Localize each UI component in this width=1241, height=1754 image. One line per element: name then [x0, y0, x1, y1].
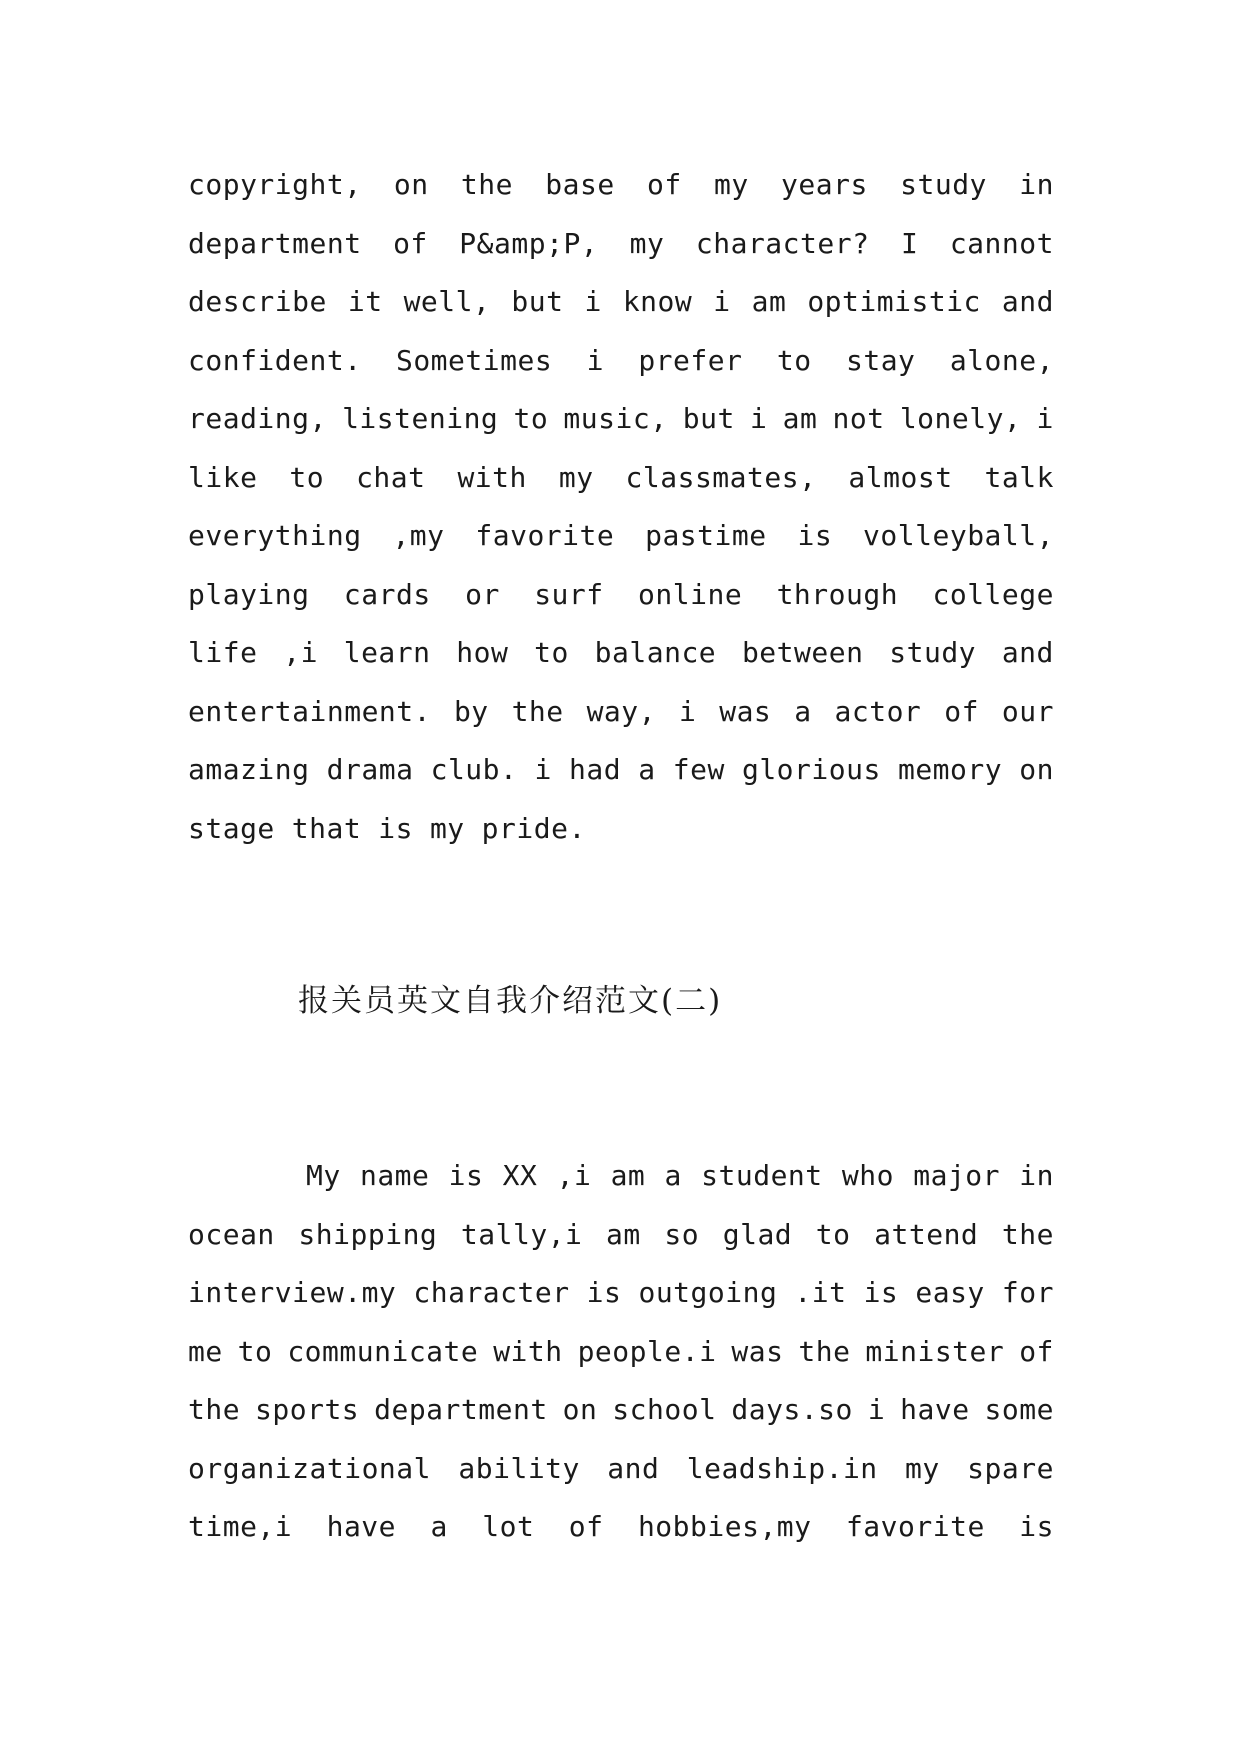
word: study	[889, 636, 977, 669]
word: in	[1019, 168, 1054, 201]
text-line	[188, 449, 1054, 508]
word: a	[794, 694, 812, 728]
text-line	[188, 624, 1054, 683]
word: glad	[722, 1217, 793, 1251]
text-line	[188, 1206, 1054, 1265]
word: i	[584, 285, 602, 318]
word: playing	[188, 577, 310, 611]
text-line	[188, 566, 1054, 625]
word: actor	[834, 694, 922, 728]
word: my	[714, 168, 749, 201]
word: so	[664, 1217, 700, 1251]
word: club.	[430, 753, 518, 786]
text-line	[188, 390, 1054, 449]
word: classmates,	[625, 460, 817, 494]
word: student	[701, 1159, 823, 1192]
word: ,my	[392, 519, 445, 552]
word: balance	[594, 636, 717, 669]
word: and	[607, 1451, 660, 1485]
word: P&amp;P,	[459, 226, 599, 260]
word: people.i	[577, 1334, 717, 1368]
word: pastime	[645, 519, 767, 552]
word: to	[534, 636, 569, 669]
word: the	[511, 694, 564, 728]
word: is	[378, 811, 413, 845]
word: department	[374, 1393, 548, 1426]
word: ocean	[188, 1217, 275, 1251]
word: have	[326, 1510, 397, 1543]
text-line	[188, 800, 1054, 859]
word: the	[460, 168, 513, 201]
word: am	[610, 1159, 646, 1192]
word: XX	[502, 1159, 538, 1192]
word: know	[622, 285, 693, 318]
word: the	[1001, 1217, 1054, 1251]
word: am	[782, 402, 818, 435]
text-line	[188, 1147, 1054, 1206]
text-line	[188, 741, 1054, 800]
word: i	[750, 402, 768, 435]
word: talk	[984, 460, 1054, 494]
word: surf	[534, 577, 604, 611]
word: on	[393, 168, 429, 201]
word: on	[562, 1393, 598, 1426]
word: to	[289, 460, 325, 494]
word: cannot	[949, 226, 1054, 260]
word: was	[719, 694, 772, 728]
word: ability	[458, 1451, 580, 1485]
word: life	[188, 636, 258, 669]
word: a	[430, 1510, 448, 1543]
word: and	[1001, 636, 1054, 669]
word: or	[465, 577, 500, 611]
word: entertainment.	[188, 694, 432, 728]
word: lonely,	[899, 402, 1022, 435]
word: the	[798, 1334, 851, 1368]
text-line	[188, 332, 1054, 391]
word: in	[1019, 1159, 1054, 1192]
word: .it	[794, 1276, 847, 1309]
text-line	[188, 683, 1054, 742]
word: drama	[326, 753, 414, 786]
word: prefer	[638, 343, 743, 377]
word: me	[188, 1334, 223, 1368]
word: ,i	[283, 636, 318, 669]
word: amazing	[188, 753, 310, 786]
word: character?	[695, 226, 870, 260]
word: reading,	[188, 402, 327, 435]
word: with	[493, 1334, 563, 1368]
word: years	[781, 168, 868, 201]
text-line	[188, 507, 1054, 566]
word: character	[413, 1276, 570, 1309]
word: am	[606, 1217, 641, 1251]
word: between	[741, 636, 864, 669]
word: base	[545, 168, 615, 201]
word: a	[638, 753, 656, 786]
word: is	[586, 1276, 622, 1309]
text-line	[188, 1498, 1054, 1557]
word: a	[664, 1159, 682, 1192]
word: is	[1019, 1510, 1054, 1543]
word: like	[188, 460, 258, 494]
word: tally,i	[460, 1217, 583, 1251]
text-line	[188, 215, 1054, 274]
word: school	[612, 1393, 717, 1426]
word: my	[905, 1451, 940, 1485]
word: listening	[342, 402, 499, 435]
word: music,	[563, 402, 668, 435]
word: to	[513, 402, 549, 435]
word: to	[815, 1217, 851, 1251]
word: study	[900, 168, 987, 201]
word: attend	[874, 1217, 979, 1251]
word: to	[237, 1334, 273, 1368]
word: am	[751, 285, 787, 318]
word: interview.my	[188, 1276, 397, 1309]
word: of	[568, 1510, 604, 1543]
word: hobbies,my	[637, 1510, 812, 1543]
word: with	[457, 460, 527, 494]
word: ,i	[556, 1159, 592, 1192]
word: how	[456, 636, 509, 669]
word: shipping	[298, 1217, 438, 1251]
word: almost	[848, 460, 953, 494]
word: through	[776, 577, 899, 611]
word: was	[731, 1334, 784, 1368]
word: few	[672, 753, 725, 786]
word: chat	[356, 460, 426, 494]
word: everything	[188, 519, 362, 552]
word: Sometimes	[395, 343, 553, 377]
word: i	[678, 694, 697, 728]
word: pride.	[481, 811, 586, 845]
word: i	[534, 753, 552, 786]
word: name	[359, 1159, 430, 1192]
word: my	[429, 811, 465, 845]
word: alone,	[949, 343, 1054, 377]
word: but	[682, 402, 735, 435]
text-line	[188, 156, 1054, 215]
word: of	[944, 694, 979, 728]
text-line	[188, 1381, 1054, 1440]
word: favorite	[475, 519, 615, 552]
word: on	[1019, 753, 1054, 786]
word: have	[900, 1393, 970, 1426]
word: My	[306, 1159, 341, 1192]
word: memory	[897, 753, 1003, 786]
word: i	[713, 285, 731, 318]
text-line	[188, 1264, 1054, 1323]
word: describe	[188, 285, 327, 318]
word: had	[569, 753, 622, 786]
word: learn	[343, 636, 431, 669]
word: i	[1036, 402, 1054, 435]
text-line	[188, 273, 1054, 332]
word: communicate	[287, 1334, 479, 1368]
word: i	[867, 1393, 886, 1426]
word: and	[1001, 285, 1054, 318]
word: organizational	[188, 1451, 432, 1485]
word: confident.	[188, 343, 362, 377]
word: i	[586, 343, 604, 377]
word: spare	[967, 1451, 1054, 1485]
word: I	[900, 226, 919, 260]
word: but	[511, 285, 564, 318]
word: copyright,	[188, 168, 362, 201]
word: our	[1001, 694, 1054, 728]
word: sports	[255, 1393, 360, 1426]
word: to	[776, 343, 812, 377]
paragraph-1	[188, 156, 1054, 858]
word: well,	[403, 285, 491, 318]
text-line	[188, 1440, 1054, 1499]
word: easy	[915, 1276, 985, 1309]
paragraph-2	[188, 1147, 1054, 1557]
word: college	[932, 577, 1054, 611]
section-heading: 报关员英文自我介绍范文(二)	[298, 983, 723, 1019]
word: outgoing	[638, 1276, 778, 1309]
word: for	[1001, 1276, 1054, 1309]
word: leadship.in	[686, 1451, 878, 1485]
word: time,i	[188, 1510, 293, 1543]
word: of	[393, 226, 428, 260]
text-line	[188, 1323, 1054, 1382]
word: lot	[482, 1510, 535, 1543]
word: way,	[586, 694, 657, 728]
word: stay	[845, 343, 916, 377]
word: favorite	[845, 1510, 985, 1543]
word: of	[1019, 1334, 1054, 1368]
word: some	[984, 1393, 1054, 1426]
word: is	[797, 519, 833, 552]
word: by	[453, 694, 489, 728]
word: days.so	[731, 1393, 853, 1426]
word: is	[863, 1276, 899, 1309]
word: my	[629, 226, 665, 260]
word: volleyball,	[863, 519, 1054, 552]
word: the	[188, 1393, 241, 1426]
word: that	[291, 811, 362, 845]
word: is	[448, 1159, 484, 1192]
word: who	[841, 1159, 894, 1192]
word: optimistic	[807, 285, 981, 318]
word: cards	[343, 577, 431, 611]
word: my	[558, 460, 594, 494]
word: of	[647, 168, 682, 201]
word: stage	[188, 811, 275, 845]
word: glorious	[741, 753, 881, 786]
word: online	[638, 577, 743, 611]
word: not	[832, 402, 885, 435]
word: it	[347, 285, 383, 318]
word: minister	[865, 1334, 1005, 1368]
word: department	[188, 226, 362, 260]
word: major	[913, 1159, 1001, 1192]
